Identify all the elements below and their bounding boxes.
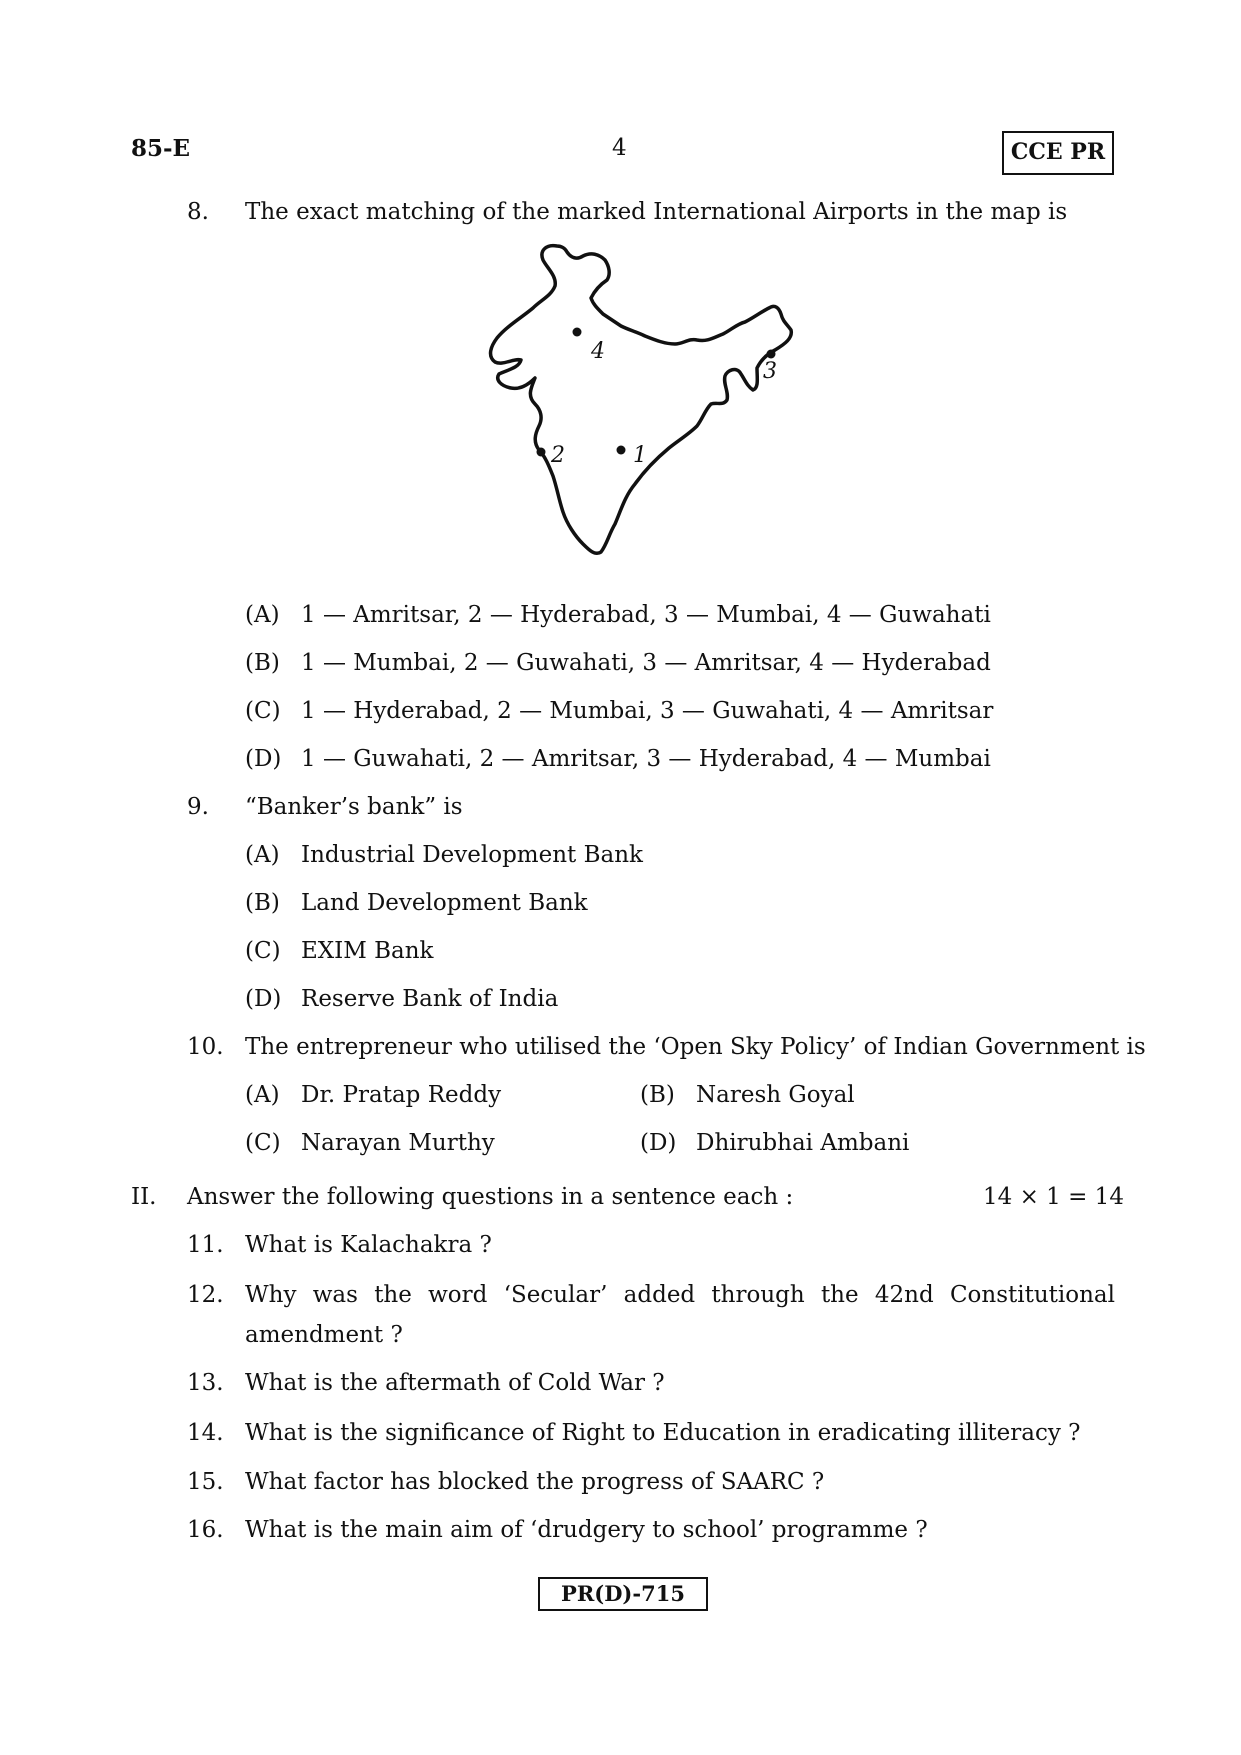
q14-text: What is the significance of Right to Education in eradicating illiteracy ?	[245, 1420, 1081, 1446]
q9-option-c-text: EXIM Bank	[301, 938, 434, 964]
q10-option-c-label: (C)	[245, 1130, 281, 1156]
q10-option-b-text: Naresh Goyal	[696, 1082, 855, 1108]
section-instruction: Answer the following questions in a sentence each :	[187, 1184, 794, 1210]
q15-number: 15.	[187, 1469, 224, 1495]
q12-text: Why was the word ‘Secular’ added through the 42nd Constitutional	[245, 1282, 1115, 1308]
q9-text: “Banker’s bank” is	[245, 794, 463, 820]
q8-number: 8.	[187, 199, 209, 225]
airport-marker-2	[537, 448, 546, 457]
airport-marker-3	[767, 350, 776, 359]
q9-option-d-label: (D)	[245, 986, 282, 1012]
q14-number: 14.	[187, 1420, 224, 1446]
q8-option-a-label: (A)	[245, 602, 280, 628]
q10-text: The entrepreneur who utilised the ‘Open Sky Policy’ of Indian Government is	[245, 1034, 1146, 1060]
q9-option-a-text: Industrial Development Bank	[301, 842, 643, 868]
q9-option-d-text: Reserve Bank of India	[301, 986, 559, 1012]
map-label-1: 1	[633, 443, 647, 468]
q10-option-a-text: Dr. Pratap Reddy	[301, 1082, 502, 1108]
q15-text: What factor has blocked the progress of SAARC ?	[245, 1469, 825, 1495]
page-number: 4	[612, 135, 627, 161]
q9-option-b-label: (B)	[245, 890, 280, 916]
section-marks: 14 × 1 = 14	[983, 1184, 1124, 1210]
q11-text: What is Kalachakra ?	[245, 1232, 492, 1258]
q9-option-a-label: (A)	[245, 842, 280, 868]
india-map-figure	[485, 238, 825, 583]
q10-number: 10.	[187, 1034, 224, 1060]
q11-number: 11.	[187, 1232, 224, 1258]
q16-number: 16.	[187, 1517, 224, 1543]
q12-continuation: amendment ?	[245, 1322, 403, 1348]
paper-code: 85-E	[131, 135, 191, 162]
map-label-4: 4	[591, 339, 605, 364]
q8-option-a-text: 1 — Amritsar, 2 — Hyderabad, 3 — Mumbai, 4 — Guwahati	[301, 602, 991, 628]
q16-text: What is the main aim of ‘drudgery to school’ programme ?	[245, 1517, 928, 1543]
q8-option-d-label: (D)	[245, 746, 282, 772]
q10-option-d-label: (D)	[640, 1130, 677, 1156]
india-map-outline	[491, 246, 792, 554]
q8-option-b-text: 1 — Mumbai, 2 — Guwahati, 3 — Amritsar, 4 — Hyderabad	[301, 650, 991, 676]
q8-option-d-text: 1 — Guwahati, 2 — Amritsar, 3 — Hyderabad, 4 — Mumbai	[301, 746, 991, 772]
q9-number: 9.	[187, 794, 209, 820]
q8-option-b-label: (B)	[245, 650, 280, 676]
map-label-2: 2	[551, 443, 565, 468]
airport-marker-4	[573, 328, 582, 337]
q13-text: What is the aftermath of Cold War ?	[245, 1370, 665, 1396]
q8-option-c-text: 1 — Hyderabad, 2 — Mumbai, 3 — Guwahati, 4 — Amritsar	[301, 698, 994, 724]
q9-option-c-label: (C)	[245, 938, 281, 964]
q10-option-a-label: (A)	[245, 1082, 280, 1108]
section-number: II.	[131, 1184, 157, 1210]
footer-code: PR(D)-715	[538, 1577, 708, 1611]
q9-option-b-text: Land Development Bank	[301, 890, 588, 916]
q8-text: The exact matching of the marked International Airports in the map is	[245, 199, 1068, 225]
q10-option-d-text: Dhirubhai Ambani	[696, 1130, 910, 1156]
q13-number: 13.	[187, 1370, 224, 1396]
q12-number: 12.	[187, 1282, 224, 1308]
q10-option-c-text: Narayan Murthy	[301, 1130, 495, 1156]
airport-marker-1	[617, 446, 626, 455]
q8-option-c-label: (C)	[245, 698, 281, 724]
series-box: CCE PR	[1002, 131, 1114, 175]
map-label-3: 3	[763, 359, 777, 384]
q10-option-b-label: (B)	[640, 1082, 675, 1108]
